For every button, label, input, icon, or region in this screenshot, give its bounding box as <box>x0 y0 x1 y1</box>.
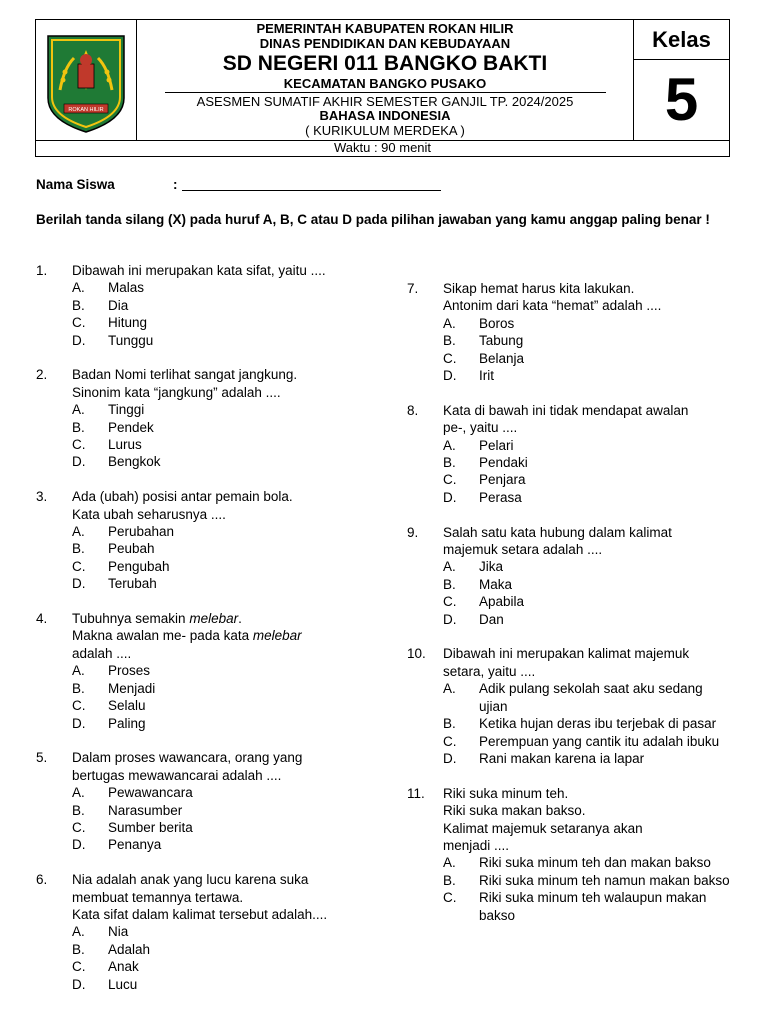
question-item <box>36 749 381 853</box>
option-letter: C. <box>72 315 86 331</box>
italic-word: melebar <box>252 628 302 644</box>
question-text-line: menjadi .... <box>443 837 510 853</box>
answer-option[interactable] <box>36 697 381 714</box>
option-letter: C. <box>72 959 86 975</box>
option-text: Riki suka minum teh walaupun makan bakso <box>479 890 707 923</box>
option-letter: B. <box>443 872 456 888</box>
option-text: Adik pulang sekolah saat aku sedang ujian <box>479 681 703 714</box>
option-letter: B. <box>443 576 456 592</box>
answer-option[interactable] <box>36 715 381 732</box>
option-letter: B. <box>72 680 85 696</box>
question-number: 9. <box>407 524 419 540</box>
answer-option[interactable] <box>407 593 732 610</box>
option-text: Tunggu <box>108 332 154 348</box>
option-text: Lurus <box>108 437 142 453</box>
question-number: 7. <box>407 281 419 296</box>
question-item <box>407 402 732 506</box>
option-text: Tinggi <box>108 402 145 418</box>
option-letter: C. <box>72 558 86 574</box>
option-text: Penanya <box>108 837 162 853</box>
answer-option[interactable] <box>36 958 381 975</box>
question-text-line: setara, yaitu .... <box>443 663 536 679</box>
class-label: Kelas <box>634 20 729 60</box>
option-text: Hitung <box>108 315 148 331</box>
italic-word: melebar <box>189 611 239 627</box>
option-letter: A. <box>443 559 456 575</box>
answer-option[interactable] <box>36 558 381 575</box>
question-text: 4. Tubuhnya semakin melebar. <box>36 611 242 627</box>
question-number: 3. <box>36 489 48 505</box>
option-text: Bengkok <box>108 454 161 470</box>
option-text: Maka <box>479 576 513 592</box>
question-text: 6. Nia adalah anak yang lucu karena suka <box>36 872 309 888</box>
question-text-line: Kata ubah seharusnya .... <box>72 506 226 522</box>
answer-option[interactable] <box>36 941 381 958</box>
question-text-line: Kalimat majemuk setaranya akan <box>443 820 643 836</box>
question-text-line: Sinonim kata “jangkung” adalah .... <box>72 384 281 400</box>
question-text-line: bertugas mewawancarai adalah .... <box>72 767 282 783</box>
answer-option[interactable] <box>36 540 381 557</box>
option-letter: D. <box>443 611 457 627</box>
answer-option[interactable] <box>36 279 381 296</box>
option-letter: B. <box>72 419 85 435</box>
answer-option[interactable] <box>36 802 381 819</box>
instruction-text: Berilah tanda silang (X) pada huruf A, B, C atau D pada pilihan jawaban yang kamu anggap paling benar ! <box>36 212 710 227</box>
answer-option[interactable] <box>407 889 732 924</box>
question-number: 8. <box>407 402 419 418</box>
question-number: 6. <box>36 872 48 888</box>
question-text: 5. Dalam proses wawancara, orang yang <box>36 750 303 766</box>
option-text: Apabila <box>479 594 525 610</box>
option-letter: D. <box>72 837 86 853</box>
option-letter: D. <box>72 576 86 592</box>
answer-option[interactable] <box>36 314 381 331</box>
exam-name: ASESMEN SUMATIF AKHIR SEMESTER GANJIL TP. 2024/2025 <box>196 94 574 109</box>
question-item <box>407 645 732 767</box>
option-letter: D. <box>72 332 86 348</box>
option-letter: D. <box>72 454 86 470</box>
district-name: KECAMATAN BANGKO PUSAKO <box>283 76 487 91</box>
option-text: Peubah <box>108 541 155 557</box>
student-name-field[interactable] <box>182 190 441 191</box>
answer-option[interactable] <box>36 436 381 453</box>
answer-option[interactable] <box>36 662 381 679</box>
student-name-label: Nama Siswa <box>36 177 115 192</box>
question-item <box>36 366 381 470</box>
answer-option[interactable] <box>407 733 732 750</box>
option-letter: A. <box>72 663 85 679</box>
answer-option[interactable] <box>407 680 732 715</box>
logo-cell <box>36 20 137 140</box>
option-letter: B. <box>72 802 85 818</box>
option-letter: A. <box>443 315 456 331</box>
option-letter: A. <box>443 437 456 453</box>
question-text: 11. Riki suka minum teh. <box>407 785 569 801</box>
answer-option[interactable] <box>407 854 732 871</box>
question-text-line: Riki suka makan bakso. <box>443 803 586 819</box>
regency-emblem-icon <box>36 20 137 140</box>
option-text: Lucu <box>108 976 138 992</box>
question-item <box>36 488 381 592</box>
option-text: Proses <box>108 663 151 679</box>
option-letter: C. <box>72 698 86 714</box>
option-text: Perempuan yang cantik itu adalah ibuku <box>479 733 720 749</box>
answer-option[interactable] <box>407 558 732 575</box>
option-letter: B. <box>443 333 456 349</box>
option-letter: A. <box>72 402 85 418</box>
option-text: Riki suka minum teh namun makan bakso <box>479 872 730 888</box>
question-text: 3. Ada (ubah) posisi antar pemain bola. <box>36 489 293 505</box>
answer-option[interactable] <box>36 819 381 836</box>
option-text: Anak <box>108 959 139 975</box>
school-name: SD NEGERI 011 BANGKO BAKTI <box>222 52 548 75</box>
answer-option[interactable] <box>407 332 732 349</box>
option-text: Malas <box>108 280 145 296</box>
option-letter: B. <box>72 297 85 313</box>
option-letter: C. <box>72 437 86 453</box>
government-title: PEMERINTAH KABUPATEN ROKAN HILIR <box>256 21 514 36</box>
answer-option[interactable] <box>36 419 381 436</box>
class-cell <box>634 20 729 140</box>
answer-option[interactable] <box>407 489 732 506</box>
answer-option[interactable] <box>407 350 732 367</box>
question-number: 2. <box>36 367 48 383</box>
question-item <box>407 280 732 384</box>
question-number: 5. <box>36 750 48 766</box>
answer-option[interactable] <box>36 332 381 349</box>
logo-banner-text: ROKAN HILIR <box>68 107 104 113</box>
option-letter: D. <box>72 976 86 992</box>
title-divider <box>165 92 606 93</box>
option-text: Riki suka minum teh dan makan bakso <box>479 855 711 871</box>
option-text: Penjara <box>479 472 526 488</box>
option-letter: A. <box>72 280 85 296</box>
option-letter: C. <box>443 472 457 488</box>
question-number: 1. <box>36 263 48 278</box>
option-letter: C. <box>443 350 457 366</box>
option-text: Sumber berita <box>108 819 193 835</box>
option-text: Narasumber <box>108 802 183 818</box>
option-letter: A. <box>443 681 456 697</box>
class-number: 5 <box>664 66 699 133</box>
questions-left-column <box>36 262 381 1010</box>
answer-option[interactable] <box>36 453 381 470</box>
option-letter: C. <box>443 733 457 749</box>
answer-option[interactable] <box>407 454 732 471</box>
option-text: Pelari <box>479 437 514 453</box>
answer-option[interactable] <box>36 680 381 697</box>
answer-option[interactable] <box>36 297 381 314</box>
question-text: 10. Dibawah ini merupakan kalimat majemuk <box>407 646 690 662</box>
question-number: 10. <box>407 646 426 662</box>
question-item <box>407 524 732 628</box>
option-letter: A. <box>72 785 85 801</box>
option-text: Tabung <box>479 333 524 349</box>
question-item <box>36 262 381 349</box>
option-text: Jika <box>479 559 504 575</box>
answer-option[interactable] <box>407 367 732 384</box>
answer-option[interactable] <box>407 872 732 889</box>
answer-option[interactable] <box>407 471 732 488</box>
answer-option[interactable] <box>36 523 381 540</box>
title-cell <box>137 20 634 140</box>
exam-header <box>35 19 730 157</box>
option-text: Perubahan <box>108 524 175 540</box>
option-text: Paling <box>108 715 146 731</box>
question-text: 9. Salah satu kata hubung dalam kalimat <box>407 524 672 540</box>
option-text: Belanja <box>479 350 525 366</box>
questions-right-column <box>407 280 732 941</box>
question-text-line: membuat temannya tertawa. <box>72 889 244 905</box>
option-text: Selalu <box>108 698 146 714</box>
option-letter: C. <box>443 594 457 610</box>
option-text: Adalah <box>108 941 151 957</box>
answer-option[interactable] <box>407 750 732 767</box>
student-name-colon: : <box>173 177 178 192</box>
answer-option[interactable] <box>407 715 732 732</box>
answer-option[interactable] <box>36 836 381 853</box>
option-text: Rani makan karena ia lapar <box>479 750 645 766</box>
question-text-line: Makna awalan me- pada kata melebar <box>72 628 302 644</box>
option-letter: A. <box>72 524 85 540</box>
option-text: Perasa <box>479 489 522 505</box>
option-letter: C. <box>72 819 86 835</box>
question-number: 4. <box>36 611 48 627</box>
time-row: Waktu : 90 menit <box>36 140 729 156</box>
department-title: DINAS PENDIDIKAN DAN KEBUDAYAAN <box>259 36 511 51</box>
question-text-line: Kata sifat dalam kalimat tersebut adalah.... <box>72 906 328 922</box>
option-letter: D. <box>443 368 457 384</box>
option-letter: B. <box>443 455 456 471</box>
option-text: Menjadi <box>108 680 156 696</box>
question-text: 8. Kata di bawah ini tidak mendapat awalan <box>407 402 689 418</box>
answer-option[interactable] <box>407 315 732 332</box>
question-text-line: Antonim dari kata “hemat” adalah .... <box>443 298 662 314</box>
question-text: 2. Badan Nomi terlihat sangat jangkung. <box>36 367 298 383</box>
answer-option[interactable] <box>407 611 732 628</box>
option-letter: B. <box>72 541 85 557</box>
subject-name: BAHASA INDONESIA <box>319 108 451 123</box>
option-letter: C. <box>443 890 457 906</box>
option-letter: D. <box>72 715 86 731</box>
option-text: Ketika hujan deras ibu terjebak di pasar <box>479 716 717 732</box>
option-letter: A. <box>443 855 456 871</box>
question-item <box>36 610 381 732</box>
question-text-line: majemuk setara adalah .... <box>443 542 603 558</box>
answer-option[interactable] <box>407 576 732 593</box>
option-letter: B. <box>72 941 85 957</box>
option-text: Nia <box>108 924 129 940</box>
curriculum-name: ( KURIKULUM MERDEKA ) <box>305 123 465 138</box>
answer-option[interactable] <box>36 575 381 592</box>
option-text: Pendaki <box>479 455 528 471</box>
option-text: Pengubah <box>108 558 170 574</box>
answer-option[interactable] <box>36 923 381 940</box>
answer-option[interactable] <box>36 401 381 418</box>
option-text: Dia <box>108 297 129 313</box>
question-item <box>36 871 381 993</box>
question-text-line: pe-, yaitu .... <box>443 420 518 436</box>
question-text-line: adalah .... <box>72 645 132 661</box>
question-item <box>407 785 732 924</box>
option-text: Pendek <box>108 419 154 435</box>
option-letter: B. <box>443 716 456 732</box>
option-text: Irit <box>479 368 494 384</box>
question-text: 7. Sikap hemat harus kita lakukan. <box>407 281 635 296</box>
question-text: 1. Dibawah ini merupakan kata sifat, yaitu .... <box>36 263 326 278</box>
option-letter: D. <box>443 489 457 505</box>
option-text: Terubah <box>108 576 157 592</box>
question-number: 11. <box>407 785 425 801</box>
answer-option[interactable] <box>36 976 381 993</box>
answer-option[interactable] <box>36 784 381 801</box>
option-text: Boros <box>479 315 515 331</box>
option-text: Dan <box>479 611 504 627</box>
option-letter: D. <box>443 750 457 766</box>
answer-option[interactable] <box>407 437 732 454</box>
option-letter: A. <box>72 924 85 940</box>
option-text: Pewawancara <box>108 785 193 801</box>
